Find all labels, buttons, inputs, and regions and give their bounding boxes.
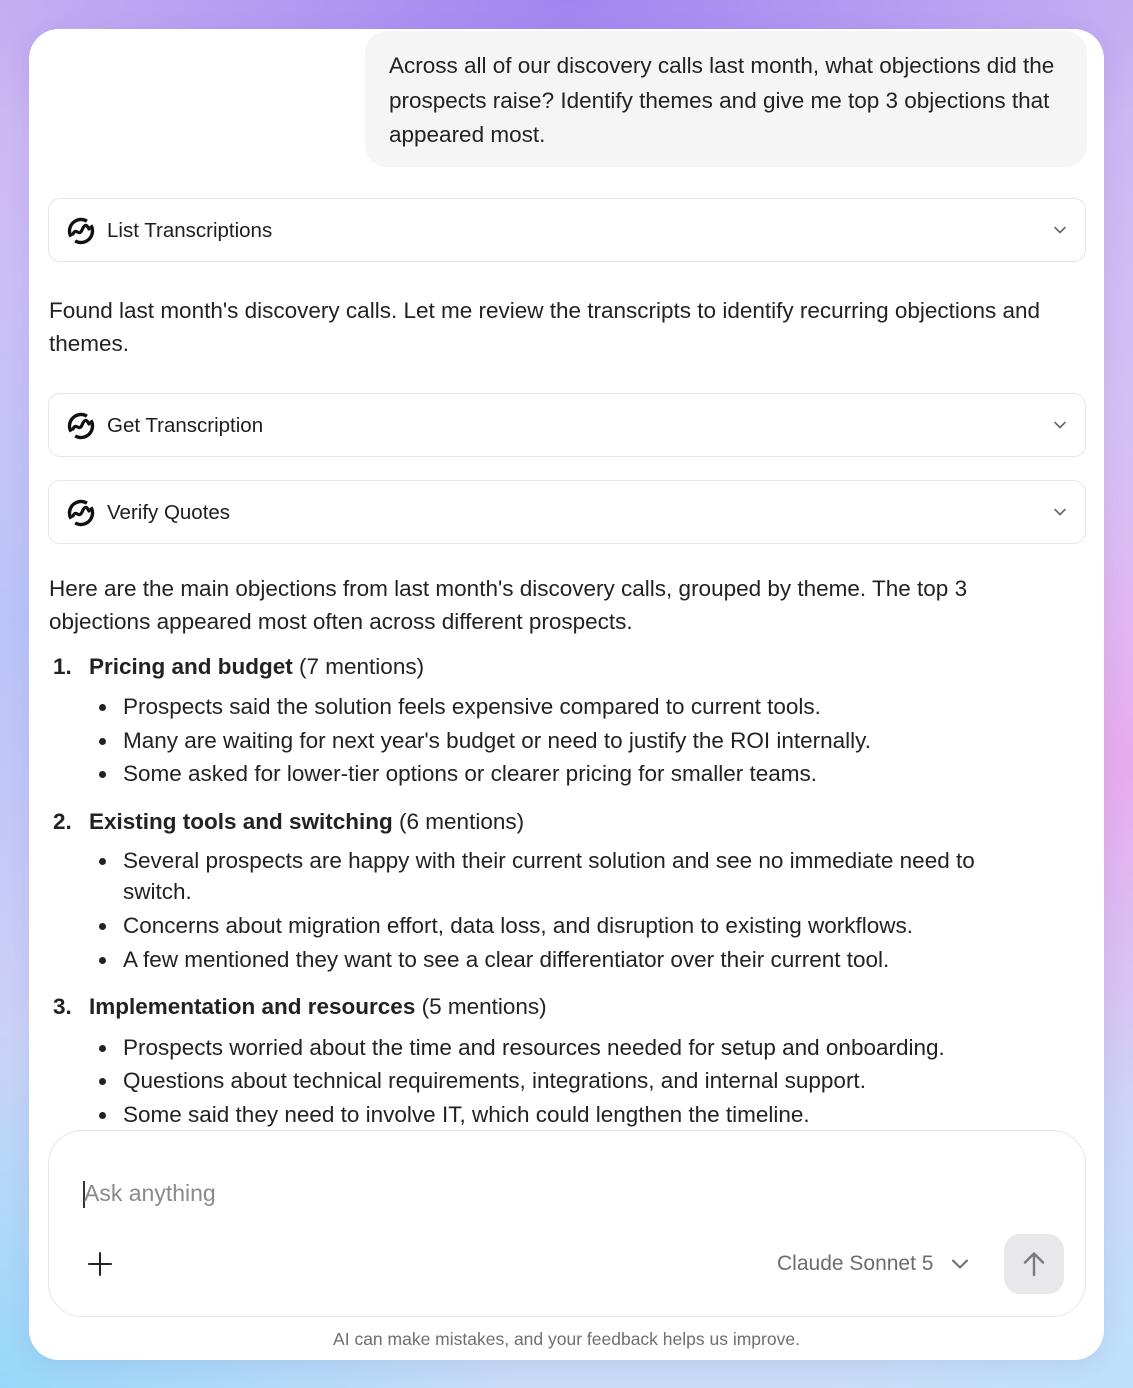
message-composer (48, 1130, 1086, 1317)
bullet-dot (99, 1112, 106, 1119)
list-item (99, 1099, 999, 1130)
list-item-text: Concerns about migration effort, data loss, and disruption to existing workflows. (123, 913, 913, 938)
objection-title: Existing tools and switching (89, 809, 393, 834)
list-item (99, 1032, 999, 1063)
chevron-down-icon[interactable] (1053, 418, 1067, 432)
disclaimer-text: AI can make mistakes, and your feedback helps us improve. (333, 1329, 800, 1349)
list-item (99, 845, 999, 907)
assistant-summary-text: Here are the main objections from last month's discovery calls, grouped by theme. The top 3 objections appeared most often across different prospects. (49, 576, 968, 634)
model-selector[interactable]: Claude Sonnet 5 (777, 1252, 934, 1275)
list-item (99, 910, 999, 941)
list-item-text: A few mentioned they want to see a clear differentiator over their current tool. (123, 947, 890, 972)
list-item (99, 944, 999, 975)
objection-title: Implementation and resources (89, 994, 416, 1019)
bullet-dot (99, 923, 106, 930)
user-message-text: Across all of our discovery calls last month, what objections did the prospects raise? Identify themes and give me top 3 objections that appeared most. (389, 53, 1055, 147)
list-item-text: Prospects worried about the time and resources needed for setup and onboarding. (123, 1035, 945, 1060)
tool-call-label: Verify Quotes (107, 501, 231, 524)
tool-call-list-transcriptions[interactable] (48, 198, 1086, 262)
chevron-down-icon[interactable] (1053, 223, 1067, 237)
message-input[interactable] (84, 1176, 884, 1210)
chevron-down-icon[interactable] (951, 1257, 969, 1271)
objection-count: (7 mentions) (299, 654, 425, 679)
objection-count: (5 mentions) (421, 994, 547, 1019)
list-item-text: Prospects said the solution feels expensive compared to current tools. (123, 694, 821, 719)
integration-logo-icon (66, 411, 96, 441)
bullet-dot (99, 858, 106, 865)
integration-logo-icon (66, 498, 96, 528)
objection-heading (53, 991, 547, 1023)
chevron-down-icon[interactable] (1053, 505, 1067, 519)
objection-number: 2. (53, 809, 72, 834)
list-item (99, 1065, 999, 1096)
bullet-dot (99, 1045, 106, 1052)
arrow-up-icon (1021, 1250, 1047, 1278)
bullet-dot (99, 771, 106, 778)
bullet-dot (99, 738, 106, 745)
tool-call-verify-quotes[interactable] (48, 480, 1086, 544)
objection-title: Pricing and budget (89, 654, 293, 679)
tool-call-label: Get Transcription (107, 414, 264, 437)
integration-logo-icon (66, 216, 96, 246)
objection-count: (6 mentions) (399, 809, 525, 834)
list-item (99, 725, 999, 756)
list-item-text: Several prospects are happy with their current solution and see no immediate need to switch. (123, 848, 975, 904)
objection-number: 1. (53, 654, 72, 679)
tool-call-label: List Transcriptions (107, 219, 273, 242)
objection-heading (53, 651, 424, 683)
list-item-text: Some said they need to involve IT, which could lengthen the timeline. (123, 1102, 810, 1127)
list-item (99, 691, 999, 722)
list-item-text: Many are waiting for next year's budget or need to justify the ROI internally. (123, 728, 872, 753)
objection-number: 3. (53, 994, 72, 1019)
send-button[interactable] (1004, 1234, 1064, 1294)
list-item-text: Some asked for lower-tier options or clearer pricing for smaller teams. (123, 761, 818, 786)
bullet-dot (99, 704, 106, 711)
assistant-intro-text: Found last month's discovery calls. Let me review the transcripts to identify recurring objections and themes. (49, 298, 1040, 356)
chat-window (29, 29, 1104, 1360)
list-item-text: Questions about technical requirements, integrations, and internal support. (123, 1068, 866, 1093)
plus-icon[interactable] (87, 1251, 113, 1277)
objection-heading (53, 806, 524, 838)
list-item (99, 758, 999, 789)
bullet-dot (99, 1078, 106, 1085)
user-message-bubble (365, 31, 1087, 167)
tool-call-get-transcription[interactable] (48, 393, 1086, 457)
bullet-dot (99, 957, 106, 964)
